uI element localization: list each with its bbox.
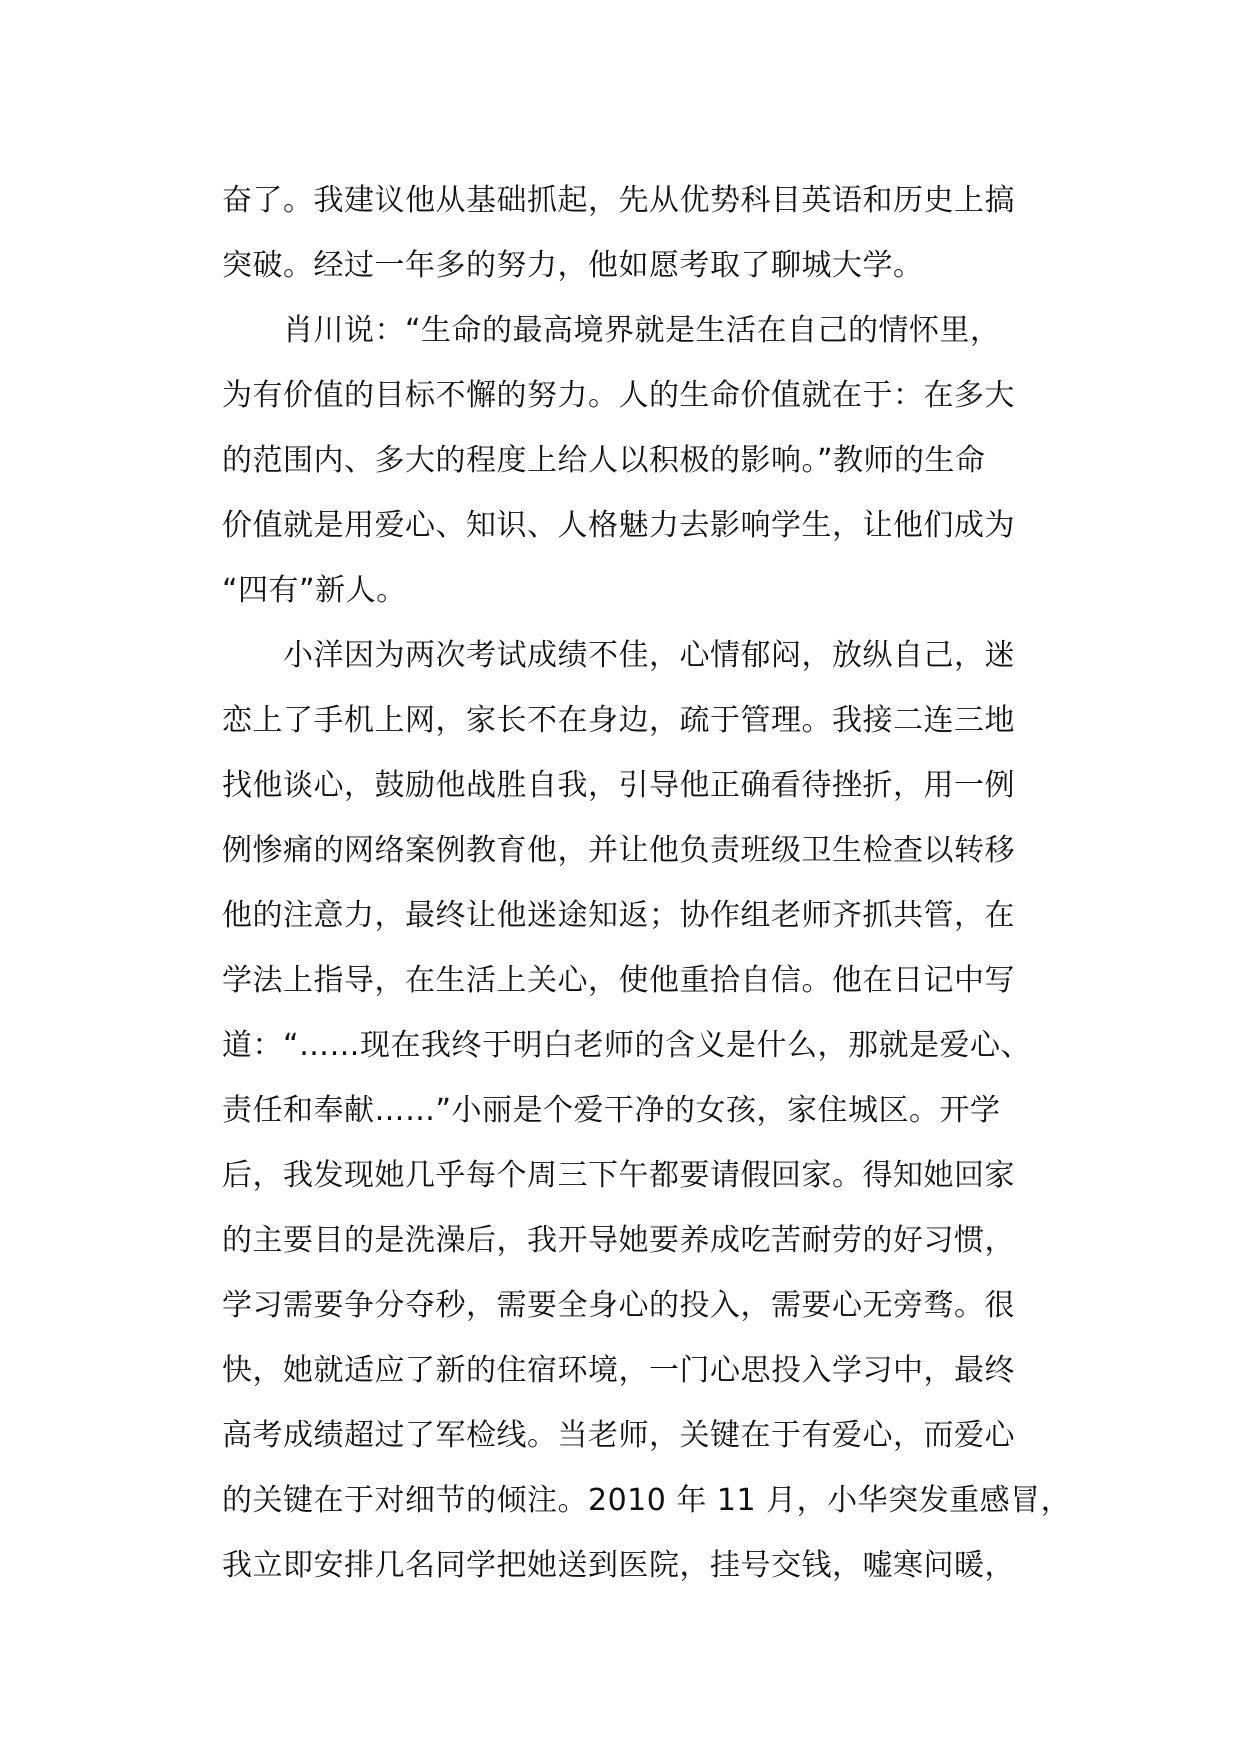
text-line: 的范围内、多大的程度上给人以积极的影响。”教师的生命 [222,443,986,478]
text-line: “四有”新人。 [222,573,407,608]
text-line: 价值就是用爱心、知识、人格魅力去影响学生，让他们成为 [222,508,1015,543]
text-line: 高考成绩超过了军检线。当老师，关键在于有爱心，而爱心 [222,1418,1015,1453]
text-line: 奋了。我建议他从基础抓起，先从优势科目英语和历史上搞 [222,183,1015,218]
text-line: 责任和奉献……”小丽是个爱干净的女孩，家住城区。开学 [222,1093,1001,1128]
text-line: 的主要目的是洗澡后，我开导她要养成吃苦耐劳的好习惯， [222,1223,1015,1258]
text-line: 他的注意力，最终让他迷途知返；协作组老师齐抓共管，在 [222,898,1015,933]
text-line: 学法上指导，在生活上关心，使他重拾自信。他在日记中写 [222,963,1015,998]
text-line: 学习需要争分夺秒，需要全身心的投入，需要心无旁骛。很 [222,1288,1015,1323]
text-line: 道：“……现在我终于明白老师的含义是什么，那就是爱心、 [222,1028,1032,1063]
text-line: 后，我发现她几乎每个周三下午都要请假回家。得知她回家 [222,1158,1015,1193]
text-line: 肖川说：“生命的最高境界就是生活在自己的情怀里， [222,313,1001,348]
text-line: 突破。经过一年多的努力，他如愿考取了聊城大学。 [222,248,924,283]
text-line: 找他谈心，鼓励他战胜自我，引导他正确看待挫折，用一例 [222,768,1015,803]
text-line: 快，她就适应了新的住宿环境，一门心思投入学习中，最终 [222,1353,1015,1388]
text-line: 为有价值的目标不懈的努力。人的生命价值就在于：在多大 [222,378,1015,413]
text-line: 恋上了手机上网，家长不在身边，疏于管理。我接二连三地 [222,703,1015,738]
text-line: 例惨痛的网络案例教育他，并让他负责班级卫生检查以转移 [222,833,1015,868]
text-line: 小洋因为两次考试成绩不佳，心情郁闷，放纵自己，迷 [222,638,1015,673]
body-text [222,168,1072,1598]
text-line: 的关键在于对细节的倾注。2010 年 11 月，小华突发重感冒， [222,1483,1072,1518]
text-line: 我立即安排几名同学把她送到医院，挂号交钱，嘘寒问暖， [222,1548,1015,1583]
